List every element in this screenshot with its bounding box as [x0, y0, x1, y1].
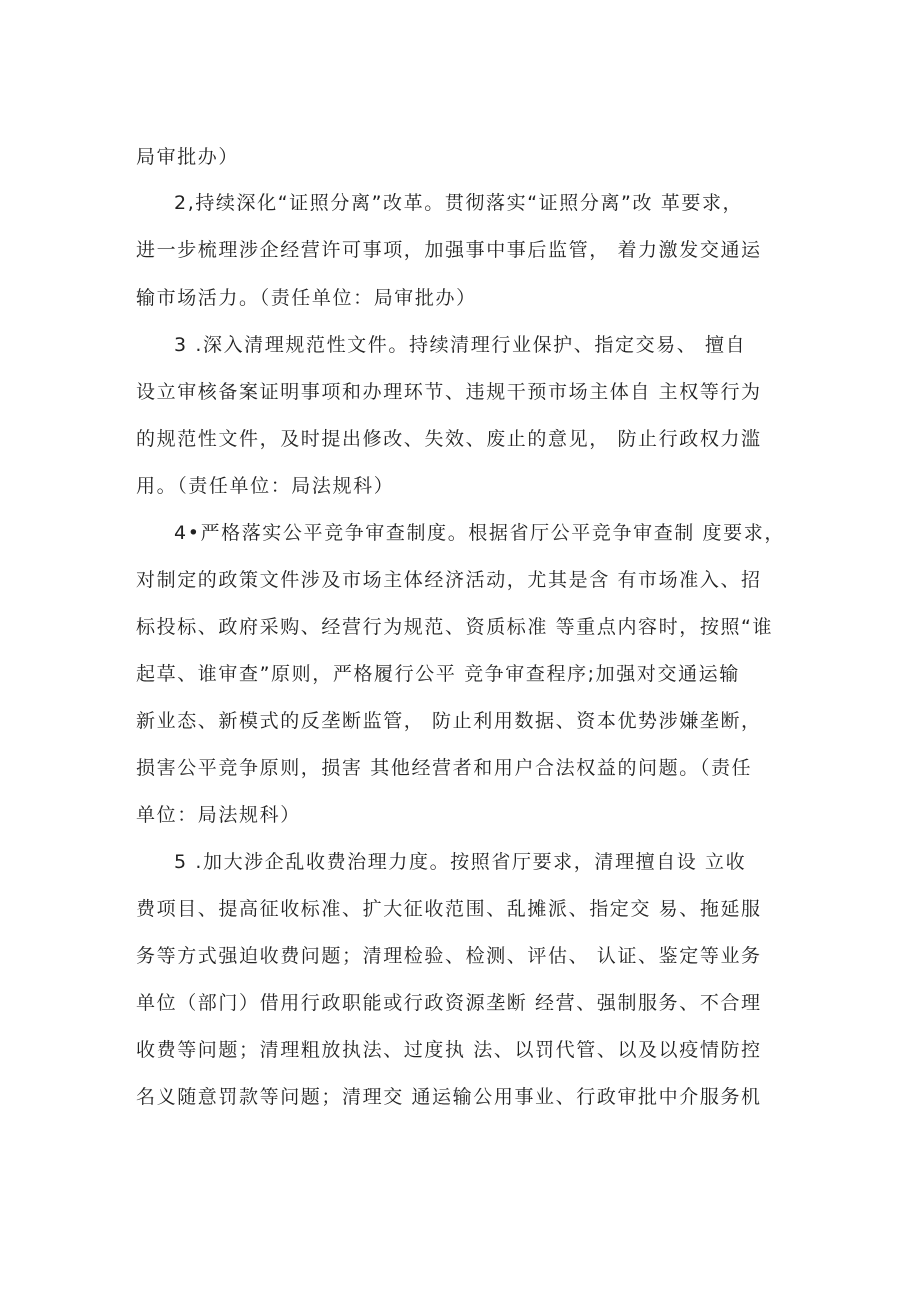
paragraph-2-start: 2,持续深化“证照分离”改革。贯彻落实“证照分离”改 革要求， — [174, 192, 744, 214]
text-line: 输市场活力。（责任单位：局审批办） — [136, 287, 477, 309]
text-line: 费项目、提高征收标准、扩大征收范围、乱摊派、指定交 易、拖延服 — [136, 898, 762, 920]
text-line: 起草、谁审查”原则，严格履行公平 竞争审查程序;加强对交通运输 — [136, 663, 740, 685]
text-line: 进一步梳理涉企经营许可事项，加强事中事后监管， 着力激发交通运 — [136, 239, 762, 261]
text-line: 标投标、政府采购、经营行为规范、资质标准 等重点内容时，按照“谁 — [136, 616, 774, 638]
text-line: 新业态、新模式的反垄断监管， 防止利用数据、资本优势涉嫌垄断， — [136, 710, 762, 732]
text-line: 单位（部门）借用行政职能或行政资源垄断 经营、强制服务、不合理 — [136, 992, 762, 1014]
paragraph-5-start: 5 .加大涉企乱收费治理力度。按照省厅要求，清理擅自设 立收 — [174, 851, 747, 873]
text-line: 用。（责任单位：局法规科） — [136, 475, 395, 497]
text-line: 务等方式强迫收费问题；清理检验、检测、评估、 认证、鉴定等业务 — [136, 945, 762, 967]
text-line: 设立审核备案证明事项和办理环节、违规干预市场主体自 主权等行为 — [136, 381, 762, 403]
text-line: 对制定的政策文件涉及市场主体经济活动，尤其是含 有市场准入、招 — [136, 569, 762, 591]
paragraph-4-start: 4•严格落实公平竞争审查制度。根据省厅公平竞争审查制 度要求， — [174, 522, 785, 544]
text-line: 收费等问题；清理粗放执法、过度执 法、以罚代管、以及以疫情防控 — [136, 1039, 762, 1061]
text-line: 单位：局法规科） — [136, 804, 301, 826]
text-line: 名义随意罚款等问题；清理交 通运输公用事业、行政审批中介服务机 — [136, 1086, 762, 1108]
text-line: 的规范性文件，及时提出修改、失效、废止的意见， 防止行政权力滥 — [136, 428, 762, 450]
text-line: 损害公平竞争原则，损害 其他经营者和用户合法权益的问题。（责任 — [136, 757, 753, 779]
text-line: 局审批办） — [136, 146, 240, 168]
paragraph-3-start: 3 .深入清理规范性文件。持续清理行业保护、指定交易、 擅自 — [174, 334, 747, 356]
